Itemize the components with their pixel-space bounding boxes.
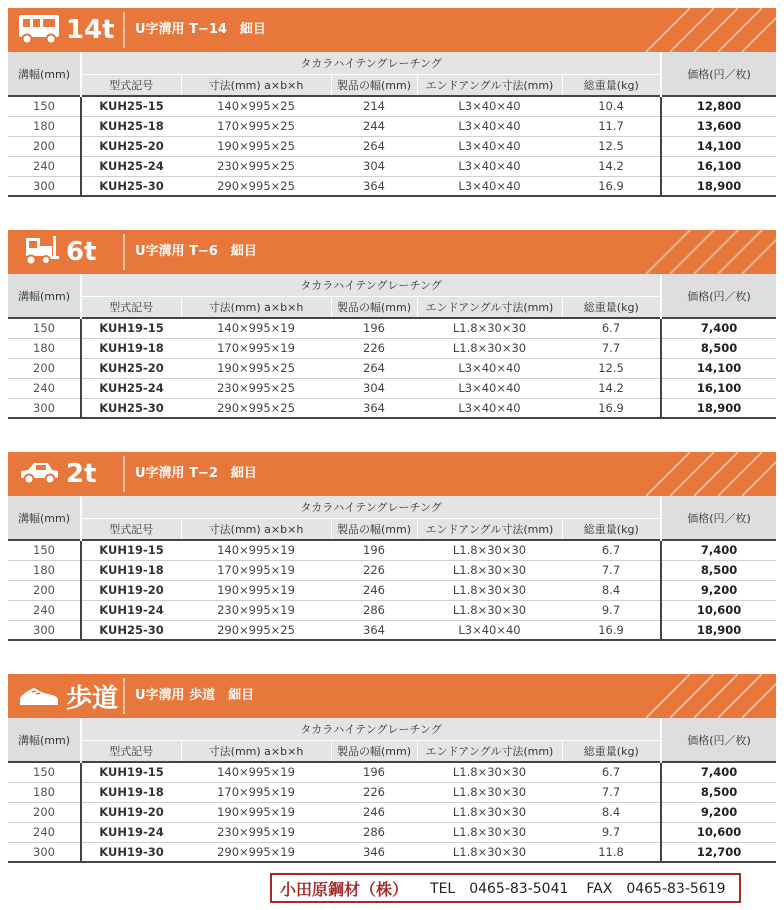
cell-price: 12,700 — [661, 842, 776, 862]
col-model-header: 型式記号 — [81, 297, 181, 319]
car-icon — [8, 456, 60, 492]
cell-product-width: 214 — [331, 96, 417, 116]
cell-product-width: 196 — [331, 540, 417, 560]
cell-end-angle: L1.8×30×30 — [417, 560, 562, 580]
cell-weight: 14.2 — [562, 378, 661, 398]
cell-end-angle: L1.8×30×30 — [417, 842, 562, 862]
col-product-width-header: 製品の幅(mm) — [331, 75, 417, 97]
cell-product-width: 246 — [331, 580, 417, 600]
cell-width: 150 — [8, 540, 81, 560]
col-group-header: タカラハイテングレーチング — [81, 496, 661, 519]
cell-weight: 6.7 — [562, 762, 661, 782]
col-group-header: タカラハイテングレーチング — [81, 52, 661, 75]
cell-width: 200 — [8, 358, 81, 378]
cell-width: 150 — [8, 96, 81, 116]
cell-size: 230×995×19 — [181, 600, 331, 620]
cell-size: 190×995×19 — [181, 802, 331, 822]
cell-product-width: 364 — [331, 620, 417, 640]
cell-end-angle: L1.8×30×30 — [417, 782, 562, 802]
cell-weight: 6.7 — [562, 540, 661, 560]
table-row — [8, 176, 776, 196]
cell-end-angle: L1.8×30×30 — [417, 600, 562, 620]
col-product-width-header: 製品の幅(mm) — [331, 297, 417, 319]
cell-weight: 7.7 — [562, 338, 661, 358]
col-price-header: 価格(円／枚) — [661, 718, 776, 762]
stripes-decoration — [636, 230, 776, 274]
col-size-header: 寸法(mm) a×b×h — [181, 297, 331, 319]
cell-end-angle: L1.8×30×30 — [417, 318, 562, 338]
section-header — [8, 674, 776, 718]
spec-table — [8, 718, 776, 863]
cell-product-width: 364 — [331, 398, 417, 418]
cell-size: 290×995×25 — [181, 398, 331, 418]
cell-product-width: 304 — [331, 156, 417, 176]
table-row — [8, 96, 776, 116]
forklift-icon — [8, 234, 60, 270]
cell-product-width: 246 — [331, 802, 417, 822]
cell-size: 190×995×19 — [181, 580, 331, 600]
cell-model: KUH25-30 — [81, 620, 181, 640]
cell-end-angle: L3×40×40 — [417, 136, 562, 156]
col-size-header: 寸法(mm) a×b×h — [181, 519, 331, 541]
cell-price: 8,500 — [661, 560, 776, 580]
cell-width: 200 — [8, 580, 81, 600]
table-row — [8, 116, 776, 136]
load-class-label: 2t — [66, 459, 97, 489]
cell-product-width: 346 — [331, 842, 417, 862]
cell-width: 300 — [8, 398, 81, 418]
header-divider — [123, 456, 125, 492]
cell-size: 230×995×25 — [181, 156, 331, 176]
cell-product-width: 226 — [331, 560, 417, 580]
section-title: U字溝用 歩道 細目 — [135, 688, 255, 703]
col-model-header: 型式記号 — [81, 741, 181, 763]
cell-weight: 16.9 — [562, 176, 661, 196]
cell-model: KUH19-18 — [81, 782, 181, 802]
load-class-label: 14t — [66, 15, 115, 45]
grating-section-2 — [8, 230, 776, 419]
table-row — [8, 580, 776, 600]
cell-model: KUH19-20 — [81, 802, 181, 822]
stripes-decoration — [636, 8, 776, 52]
cell-model: KUH19-30 — [81, 842, 181, 862]
col-width-header: 溝幅(mm) — [8, 52, 81, 96]
cell-price: 18,900 — [661, 176, 776, 196]
cell-price: 7,400 — [661, 540, 776, 560]
cell-width: 300 — [8, 620, 81, 640]
cell-end-angle: L3×40×40 — [417, 620, 562, 640]
contact-box — [270, 873, 741, 903]
cell-size: 190×995×25 — [181, 358, 331, 378]
cell-model: KUH19-15 — [81, 318, 181, 338]
cell-weight: 14.2 — [562, 156, 661, 176]
table-row — [8, 136, 776, 156]
cell-weight: 11.7 — [562, 116, 661, 136]
cell-product-width: 364 — [331, 176, 417, 196]
table-row — [8, 560, 776, 580]
cell-price: 18,900 — [661, 620, 776, 640]
header-divider — [123, 12, 125, 48]
cell-product-width: 264 — [331, 358, 417, 378]
col-weight-header: 総重量(kg) — [562, 519, 661, 541]
stripes-decoration — [636, 674, 776, 718]
section-title: U字溝用 T−6 細目 — [135, 244, 257, 259]
cell-width: 150 — [8, 762, 81, 782]
cell-product-width: 196 — [331, 762, 417, 782]
table-row — [8, 600, 776, 620]
col-price-header: 価格(円／枚) — [661, 274, 776, 318]
cell-model: KUH25-15 — [81, 96, 181, 116]
cell-size: 170×995×19 — [181, 560, 331, 580]
cell-size: 230×995×19 — [181, 822, 331, 842]
table-row — [8, 378, 776, 398]
cell-weight: 8.4 — [562, 802, 661, 822]
cell-price: 14,100 — [661, 358, 776, 378]
cell-end-angle: L3×40×40 — [417, 378, 562, 398]
col-end-angle-header: エンドアングル寸法(mm) — [417, 297, 562, 319]
cell-model: KUH25-30 — [81, 176, 181, 196]
cell-model: KUH25-20 — [81, 358, 181, 378]
cell-model: KUH25-18 — [81, 116, 181, 136]
cell-end-angle: L3×40×40 — [417, 398, 562, 418]
cell-end-angle: L3×40×40 — [417, 96, 562, 116]
cell-model: KUH25-20 — [81, 136, 181, 156]
cell-price: 14,100 — [661, 136, 776, 156]
cell-size: 140×995×19 — [181, 318, 331, 338]
cell-product-width: 244 — [331, 116, 417, 136]
cell-end-angle: L3×40×40 — [417, 176, 562, 196]
cell-width: 200 — [8, 802, 81, 822]
cell-model: KUH25-30 — [81, 398, 181, 418]
load-class-badge — [8, 230, 121, 274]
cell-size: 290×995×25 — [181, 620, 331, 640]
cell-price: 9,200 — [661, 802, 776, 822]
cell-width: 240 — [8, 156, 81, 176]
cell-size: 230×995×25 — [181, 378, 331, 398]
cell-size: 170×995×19 — [181, 782, 331, 802]
section-title: U字溝用 T−14 細目 — [135, 22, 266, 37]
col-width-header: 溝幅(mm) — [8, 718, 81, 762]
table-row — [8, 156, 776, 176]
stripes-decoration — [636, 452, 776, 496]
cell-product-width: 304 — [331, 378, 417, 398]
cell-size: 140×995×25 — [181, 96, 331, 116]
cell-width: 240 — [8, 378, 81, 398]
cell-weight: 10.4 — [562, 96, 661, 116]
col-group-header: タカラハイテングレーチング — [81, 274, 661, 297]
load-class-label: 6t — [66, 237, 97, 267]
cell-product-width: 226 — [331, 782, 417, 802]
header-divider — [123, 234, 125, 270]
cell-width: 150 — [8, 318, 81, 338]
cell-weight: 6.7 — [562, 318, 661, 338]
cell-price: 10,600 — [661, 600, 776, 620]
cell-price: 12,800 — [661, 96, 776, 116]
table-row — [8, 318, 776, 338]
cell-model: KUH19-24 — [81, 822, 181, 842]
cell-end-angle: L1.8×30×30 — [417, 338, 562, 358]
cell-price: 9,200 — [661, 580, 776, 600]
cell-price: 10,600 — [661, 822, 776, 842]
table-row — [8, 802, 776, 822]
table-body — [8, 96, 776, 196]
header-divider — [123, 678, 125, 714]
cell-weight: 16.9 — [562, 398, 661, 418]
table-row — [8, 842, 776, 862]
cell-width: 300 — [8, 176, 81, 196]
cell-size: 170×995×25 — [181, 116, 331, 136]
cell-size: 290×995×25 — [181, 176, 331, 196]
cell-weight: 9.7 — [562, 822, 661, 842]
cell-end-angle: L1.8×30×30 — [417, 802, 562, 822]
cell-model: KUH25-24 — [81, 156, 181, 176]
cell-size: 190×995×25 — [181, 136, 331, 156]
spec-table — [8, 496, 776, 641]
table-row — [8, 762, 776, 782]
cell-price: 7,400 — [661, 762, 776, 782]
cell-weight: 9.7 — [562, 600, 661, 620]
section-header — [8, 230, 776, 274]
cell-weight: 8.4 — [562, 580, 661, 600]
table-row — [8, 398, 776, 418]
col-product-width-header: 製品の幅(mm) — [331, 741, 417, 763]
cell-end-angle: L3×40×40 — [417, 358, 562, 378]
table-row — [8, 782, 776, 802]
col-price-header: 価格(円／枚) — [661, 52, 776, 96]
table-row — [8, 540, 776, 560]
spec-table — [8, 52, 776, 197]
col-weight-header: 総重量(kg) — [562, 741, 661, 763]
cell-model: KUH19-18 — [81, 560, 181, 580]
cell-product-width: 286 — [331, 600, 417, 620]
cell-product-width: 264 — [331, 136, 417, 156]
cell-model: KUH19-15 — [81, 762, 181, 782]
cell-end-angle: L3×40×40 — [417, 156, 562, 176]
cell-weight: 7.7 — [562, 782, 661, 802]
cell-end-angle: L3×40×40 — [417, 116, 562, 136]
cell-width: 240 — [8, 600, 81, 620]
col-product-width-header: 製品の幅(mm) — [331, 519, 417, 541]
cell-size: 140×995×19 — [181, 540, 331, 560]
cell-end-angle: L1.8×30×30 — [417, 822, 562, 842]
table-body — [8, 762, 776, 862]
cell-end-angle: L1.8×30×30 — [417, 762, 562, 782]
cell-model: KUH19-15 — [81, 540, 181, 560]
spec-table — [8, 274, 776, 419]
col-weight-header: 総重量(kg) — [562, 297, 661, 319]
cell-model: KUH19-24 — [81, 600, 181, 620]
col-width-header: 溝幅(mm) — [8, 274, 81, 318]
truck-icon — [8, 12, 60, 48]
cell-price: 16,100 — [661, 156, 776, 176]
section-title: U字溝用 T−2 細目 — [135, 466, 257, 481]
cell-price: 16,100 — [661, 378, 776, 398]
col-group-header: タカラハイテングレーチング — [81, 718, 661, 741]
col-weight-header: 総重量(kg) — [562, 75, 661, 97]
cell-width: 180 — [8, 782, 81, 802]
cell-price: 7,400 — [661, 318, 776, 338]
company-name: 小田原鋼材（株） — [280, 879, 409, 899]
cell-model: KUH19-18 — [81, 338, 181, 358]
cell-price: 8,500 — [661, 782, 776, 802]
load-class-badge — [8, 8, 121, 52]
cell-width: 240 — [8, 822, 81, 842]
cell-weight: 7.7 — [562, 560, 661, 580]
shoe-icon — [8, 678, 60, 714]
cell-width: 180 — [8, 116, 81, 136]
col-end-angle-header: エンドアングル寸法(mm) — [417, 519, 562, 541]
cell-size: 140×995×19 — [181, 762, 331, 782]
table-row — [8, 620, 776, 640]
load-class-badge — [8, 674, 121, 718]
section-header — [8, 452, 776, 496]
grating-section-4 — [8, 674, 776, 863]
cell-size: 290×995×19 — [181, 842, 331, 862]
cell-weight: 11.8 — [562, 842, 661, 862]
grating-section-3 — [8, 452, 776, 641]
cell-weight: 16.9 — [562, 620, 661, 640]
cell-width: 180 — [8, 560, 81, 580]
table-body — [8, 318, 776, 418]
load-class-badge — [8, 452, 121, 496]
load-class-label: 歩道 — [66, 683, 119, 714]
table-row — [8, 822, 776, 842]
cell-width: 200 — [8, 136, 81, 156]
section-header — [8, 8, 776, 52]
cell-size: 170×995×19 — [181, 338, 331, 358]
grating-section-1 — [8, 8, 776, 197]
cell-price: 8,500 — [661, 338, 776, 358]
cell-width: 300 — [8, 842, 81, 862]
cell-product-width: 286 — [331, 822, 417, 842]
cell-weight: 12.5 — [562, 358, 661, 378]
cell-weight: 12.5 — [562, 136, 661, 156]
table-row — [8, 338, 776, 358]
col-end-angle-header: エンドアングル寸法(mm) — [417, 741, 562, 763]
col-size-header: 寸法(mm) a×b×h — [181, 741, 331, 763]
cell-product-width: 226 — [331, 338, 417, 358]
cell-end-angle: L1.8×30×30 — [417, 580, 562, 600]
phone-number: TEL 0465-83-5041 — [430, 881, 569, 897]
table-body — [8, 540, 776, 640]
cell-price: 13,600 — [661, 116, 776, 136]
col-end-angle-header: エンドアングル寸法(mm) — [417, 75, 562, 97]
cell-model: KUH19-20 — [81, 580, 181, 600]
col-width-header: 溝幅(mm) — [8, 496, 81, 540]
cell-price: 18,900 — [661, 398, 776, 418]
cell-model: KUH25-24 — [81, 378, 181, 398]
col-model-header: 型式記号 — [81, 519, 181, 541]
fax-number: FAX 0465-83-5619 — [586, 881, 726, 897]
col-size-header: 寸法(mm) a×b×h — [181, 75, 331, 97]
cell-product-width: 196 — [331, 318, 417, 338]
col-model-header: 型式記号 — [81, 75, 181, 97]
cell-end-angle: L1.8×30×30 — [417, 540, 562, 560]
cell-width: 180 — [8, 338, 81, 358]
table-row — [8, 358, 776, 378]
col-price-header: 価格(円／枚) — [661, 496, 776, 540]
